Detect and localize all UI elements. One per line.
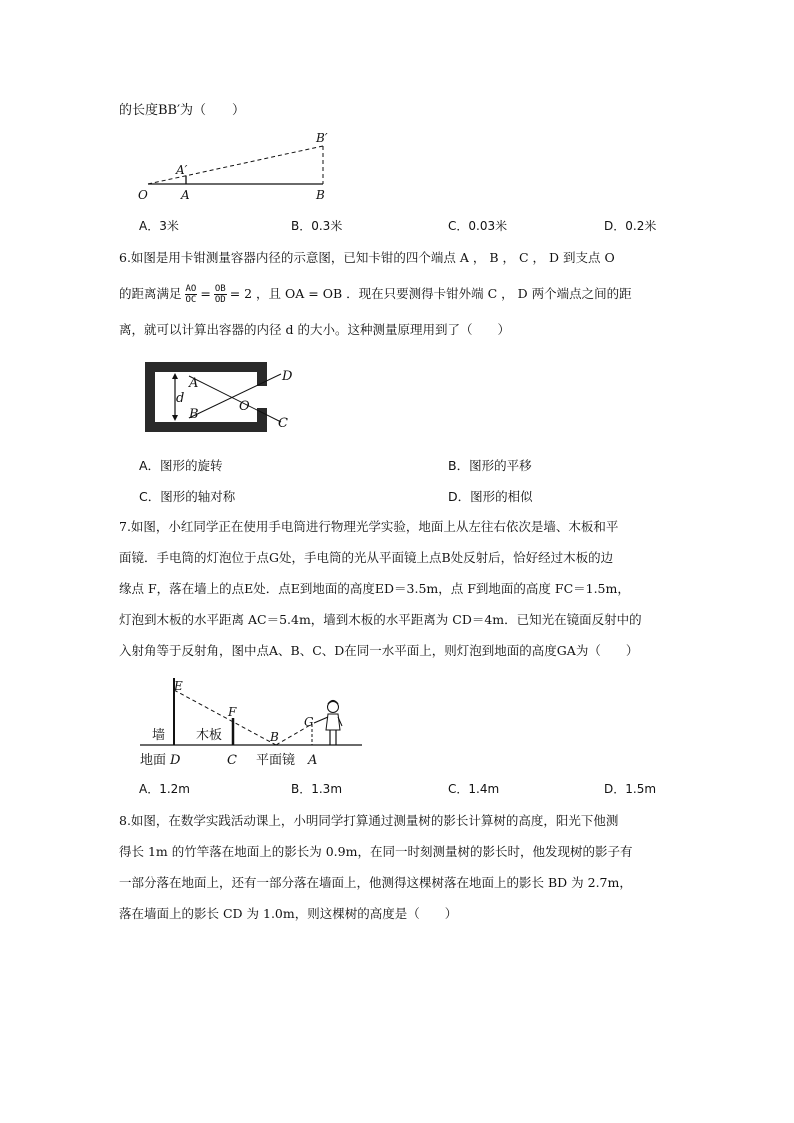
q7-label-e: E	[174, 679, 183, 693]
q6-option-d: D．图形的相似	[448, 489, 533, 504]
q6-caliper-arm-ac	[189, 376, 281, 422]
q6-stem-line1: 6.如图是用卡钳测量容器内径的示意图，已知卡钳的四个端点 A ， B ， C ， D 到支点 O	[119, 250, 615, 265]
q7-reflected-ray	[174, 690, 276, 745]
q6-frac2-den: OD	[214, 295, 226, 305]
q6-option-b: B．图形的平移	[448, 458, 532, 473]
q6-frac2-num: OB	[214, 284, 226, 294]
q7-stem-line2: 面镜．手电筒的灯泡位于点G处，手电筒的光从平面镜上点B处反射后，恰好经过木板的边	[119, 550, 614, 565]
q5-option-d: D．0.2米	[604, 219, 657, 233]
q7-option-b: B．1.3m	[291, 782, 343, 796]
q5-figure	[136, 128, 336, 206]
q7-label-board: 木板	[196, 728, 223, 743]
q7-stem-line4: 灯泡到木板的水平距离 AC＝5.4m，墙到木板的水平距离为 CD＝4m．已知光在镜面反射中的	[119, 612, 642, 627]
q6-arrow-up-icon	[172, 373, 178, 379]
q5-sight-line	[148, 146, 323, 184]
q7-label-a: A	[308, 753, 318, 768]
q5-label-o: O	[138, 188, 148, 202]
q7-label-d: D	[170, 753, 181, 768]
q6-stem-line3: 离，就可以计算出容器的内径 d 的大小。这种测量原理用到了（ ）	[119, 322, 510, 337]
q6-stem-line2	[119, 284, 632, 305]
q6-label-a: A	[189, 376, 199, 391]
q5-label-b: B	[316, 188, 325, 202]
q6-fraction-ao-oc	[185, 284, 198, 305]
q7-stem-line3: 缘点 F，落在墙上的点E处．点E到地面的高度ED＝3.5m，点 F到地面的高度 FC＝1.5m，	[119, 581, 630, 596]
q6-label-o: O	[239, 399, 250, 414]
q6-figure	[145, 360, 305, 434]
q6-label-b: B	[189, 407, 199, 422]
q8-stem-line3: 一部分落在地面上，还有一部分落在墙面上，他测得这棵树落在地面上的影长 BD 为 2.7m，	[119, 875, 632, 890]
q6-option-c: C．图形的轴对称	[139, 489, 236, 504]
q7-stem-line5: 入射角等于反射角，图中点A、B、C、D在同一水平面上，则灯泡到地面的高度GA为（ ）	[119, 643, 639, 658]
q8-stem-line2: 得长 1m 的竹竿落在地面上的影长为 0.9m，在同一时刻测量树的影长时，他发现树的影子有	[119, 844, 633, 859]
q7-label-ground: 地面	[140, 753, 167, 768]
q6-line2-post: = 2 ，且 OA = OB ．现在只要测得卡钳外端 C ， D 两个端点之间的距	[229, 286, 632, 301]
q6-line2-pre: 的距离满足	[119, 286, 182, 301]
q7-label-g: G	[304, 715, 314, 729]
q6-arrow-down-icon	[172, 415, 178, 421]
q5-label-bprime: B′	[316, 131, 328, 145]
q5-option-b: B．0.3米	[291, 219, 343, 233]
q6-fraction-ob-od	[214, 284, 227, 305]
q6-option-a: A．图形的旋转	[139, 458, 223, 473]
q6-label-d: D	[282, 369, 293, 384]
q6-label-d-diameter: d	[176, 391, 185, 406]
q6-frac1-num: AO	[185, 284, 197, 294]
q7-option-d: D．1.5m	[604, 782, 657, 796]
q6-frac1-den: OC	[185, 295, 197, 305]
q7-label-c: C	[227, 753, 237, 768]
q6-eq1: =	[200, 286, 211, 301]
q5-option-a: A．3米	[139, 219, 179, 233]
q7-option-a: A．1.2m	[139, 782, 190, 796]
q7-label-f: F	[228, 705, 237, 719]
q7-option-c: C．1.4m	[448, 782, 500, 796]
q7-figure	[140, 670, 370, 770]
q8-stem-line1: 8.如图，在数学实践活动课上，小明同学打算通过测量树的影长计算树的高度，阳光下他测	[119, 813, 619, 828]
q7-label-wall: 墙	[152, 728, 166, 743]
q7-stem-line1: 7.如图，小红同学正在使用手电筒进行物理光学实验，地面上从左往右依次是墙、木板和平	[119, 519, 619, 534]
q6-label-c: C	[278, 416, 288, 431]
q5-option-c: C．0.03米	[448, 219, 508, 233]
q6-caliper-arm-bd	[189, 374, 281, 418]
q5-label-aprime: A′	[176, 163, 188, 177]
q7-girl-icon	[314, 701, 342, 746]
q7-label-b: B	[270, 730, 279, 744]
q8-stem-line4: 落在墙面上的影长 CD 为 1.0m，则这棵树的高度是（ ）	[119, 906, 458, 921]
q6-container-wall	[145, 362, 267, 432]
q5-label-a: A	[181, 188, 190, 202]
q7-label-mirror: 平面镜	[256, 753, 296, 768]
q5-stem-tail: 的长度BB′为（ ）	[119, 103, 246, 118]
